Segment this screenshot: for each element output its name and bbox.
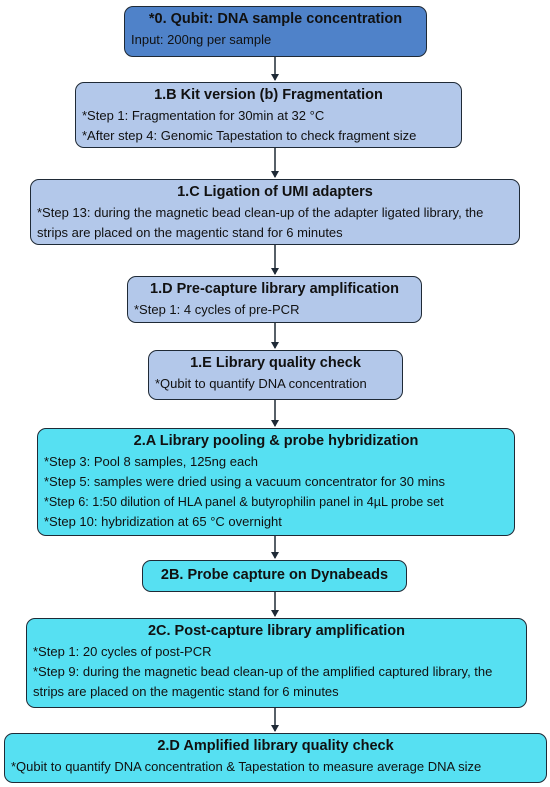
step-2c-box xyxy=(26,618,527,708)
step-2c-line-1: *Step 1: 20 cycles of post-PCR xyxy=(33,644,212,659)
step-1d-title: 1.D Pre-capture library amplification xyxy=(150,281,399,297)
step-2d-line-1: *Qubit to quantify DNA concentration & Tapestation to measure average DNA size xyxy=(11,759,482,774)
step-2b-title: 2B. Probe capture on Dynabeads xyxy=(160,567,389,583)
step-0-box xyxy=(124,6,427,57)
step-1c-line-1: *Step 13: during the magnetic bead clean-up of the adapter ligated library, the strips are placed on the magentic stand for 6 minutes xyxy=(37,205,484,240)
step-1b-title: 1.B Kit version (b) Fragmentation xyxy=(154,87,383,103)
step-1b-line-1: *Step 1: Fragmentation for 30min at 32 °C xyxy=(82,108,325,123)
step-2b-box xyxy=(142,560,407,592)
step-2a-line-2: *Step 5: samples were dried using a vacuum concentrator for 30 mins xyxy=(44,474,446,489)
step-1c-title: 1.C Ligation of UMI adapters xyxy=(177,184,373,200)
step-2c-title: 2C. Post-capture library amplification xyxy=(147,623,406,639)
step-1e-box xyxy=(148,350,403,400)
step-2d-box xyxy=(4,733,547,783)
step-2a-box xyxy=(37,428,515,536)
step-1e-line-1: *Qubit to quantify DNA concentration xyxy=(155,376,367,391)
step-2a-line-1: *Step 3: Pool 8 samples, 125ng each xyxy=(44,454,258,469)
step-1e-title: 1.E Library quality check xyxy=(190,355,361,371)
step-2a-line-4: *Step 10: hybridization at 65 °C overnight xyxy=(44,514,282,529)
step-2d-title: 2.D Amplified library quality check xyxy=(157,738,394,754)
step-0-title: *0. Qubit: DNA sample concentration xyxy=(148,11,403,27)
step-2a-line-3: *Step 6: 1:50 dilution of HLA panel & butyrophilin panel in 4µL probe set xyxy=(44,495,444,509)
step-1b-line-2: *After step 4: Genomic Tapestation to check fragment size xyxy=(82,128,417,143)
step-1c-box xyxy=(30,179,520,245)
step-2c-line-2: *Step 9: during the magnetic bead clean-up of the amplified captured library, the strips are placed on the magentic stand for 6 minutes xyxy=(33,664,493,699)
step-1d-box xyxy=(127,276,422,323)
step-1d-line-1: *Step 1: 4 cycles of pre-PCR xyxy=(134,302,300,317)
step-0-line-1: Input: 200ng per sample xyxy=(131,32,272,47)
step-1b-box xyxy=(75,82,462,148)
step-2a-title: 2.A Library pooling & probe hybridization xyxy=(133,433,419,449)
